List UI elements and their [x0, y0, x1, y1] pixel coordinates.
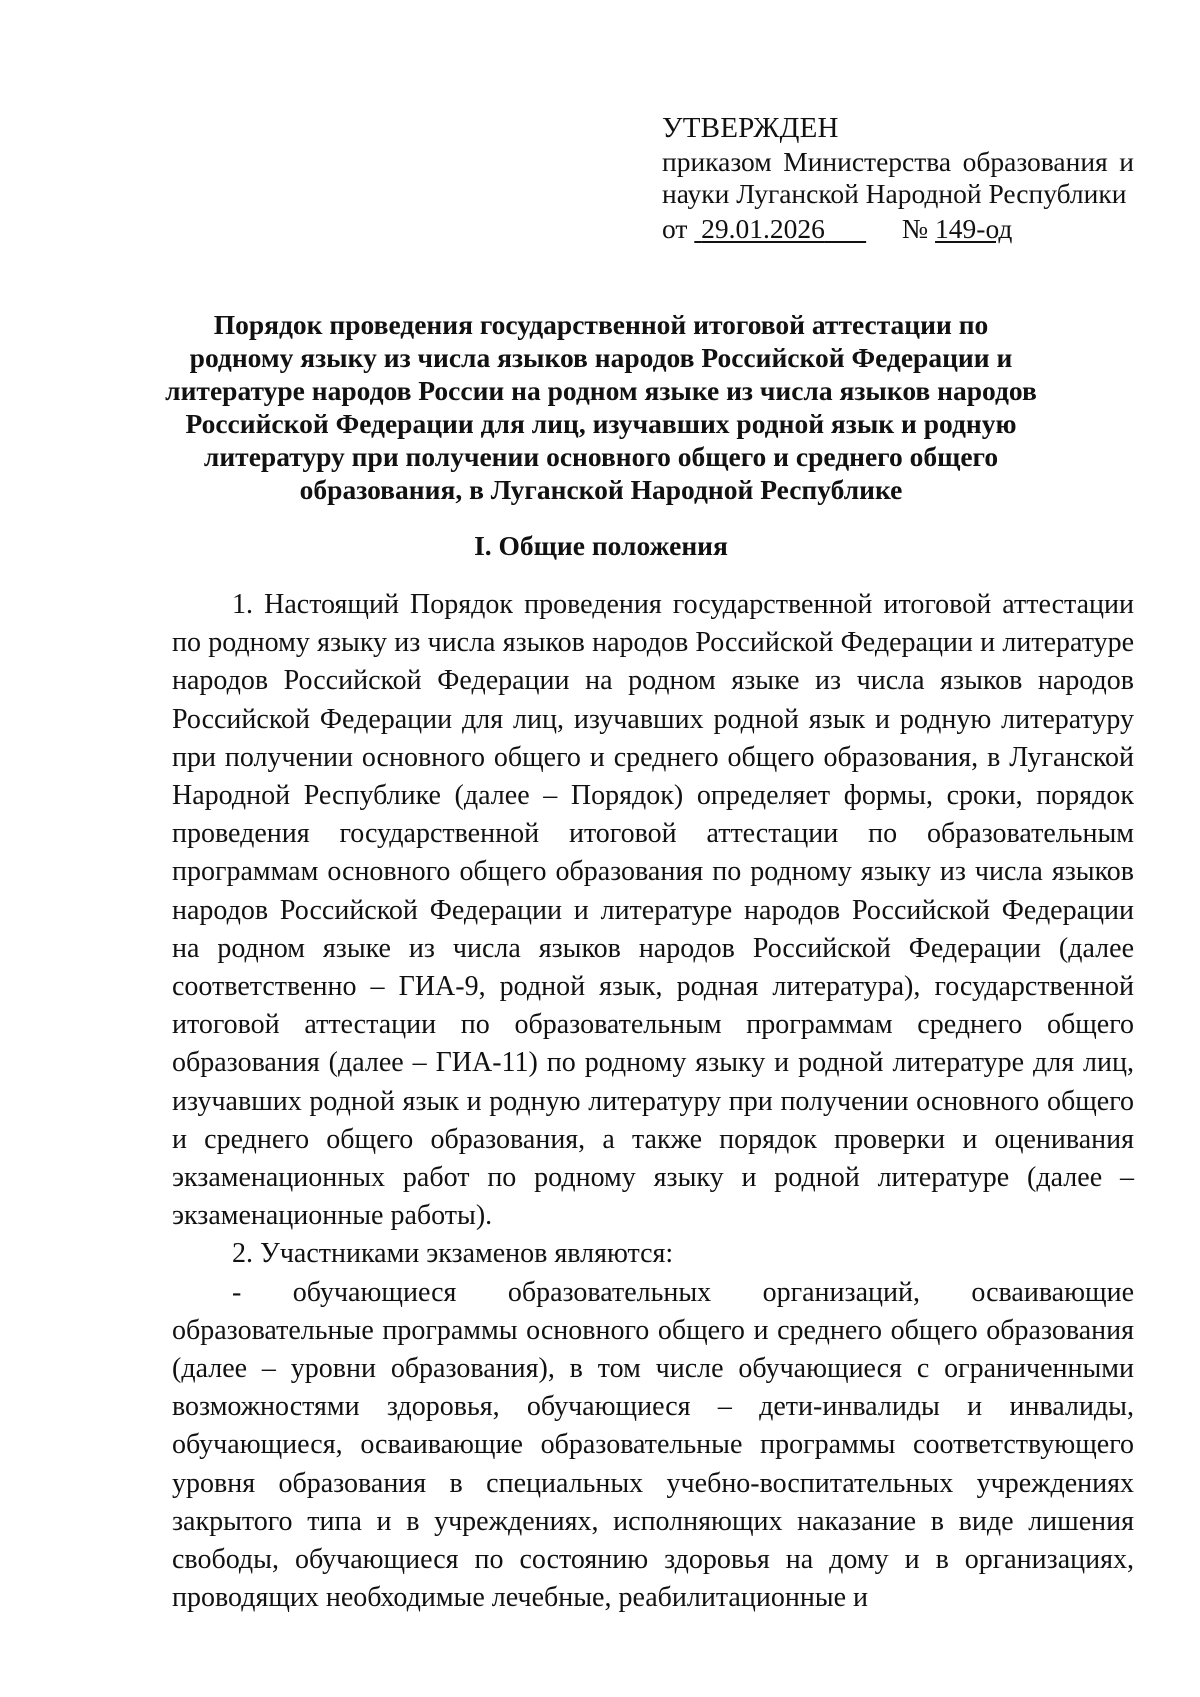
order-date: 29.01.2026: [701, 213, 825, 244]
date-prefix: от: [662, 213, 688, 244]
document-title: Порядок проведения государственной итоговой аттестации по родному языку из числа языков народов Российской Федерации и литературе народов России на родном языке из числа языков народов Российской Федерации для лиц, изучавших родной язык и родную литературу при получении основного общего и среднего общего образования, в Луганской Народной Республике: [165, 309, 1037, 505]
section-heading: I. Общие положения: [474, 530, 728, 561]
approval-heading: УТВЕРЖДЕН: [662, 112, 839, 144]
document-body: [172, 586, 1134, 1617]
order-date-field: [694, 213, 866, 244]
approval-stamp-block: [662, 112, 1134, 245]
order-date-number-line: [662, 213, 1134, 245]
order-number: 149-од: [935, 213, 1013, 244]
paragraph-3: - обучающиеся образовательных организаций, осваивающие образовательные программы основного общего и среднего общего образования (далее – уровни образования), в том числе обучающиеся с ограниченными возможностями здоровья, обучающиеся – дети-инвалиды и инвалиды, обучающиеся, осваивающие образовательные программы соответствующего уровня образования в специальных учебно-воспитательных учреждениях закрытого типа и в учреждениях, исполняющих наказание в виде лишения свободы, обучающиеся по состоянию здоровья на дому и в организациях, проводящих необходимые лечебные, реабилитационные и: [172, 1276, 1134, 1614]
paragraph-1: 1. Настоящий Порядок проведения государственной итоговой аттестации по родному языку из числа языков народов Российской Федерации и литературе народов Российской Федерации на родном языке из числа языков народов Российской Федерации для лиц, изучавших родной язык и родную литературу при получении основного общего и среднего общего образования, в Луганской Народной Республике (далее – Порядок) определяет формы, сроки, порядок проведения государственной итоговой аттестации по образовательным программам основного общего образования по родному языку из числа языков народов Российской Федерации и литературе народов Российской Федерации на родном языке из числа языков народов Российской Федерации (далее соответственно – ГИА-9, родной язык, родная литература), государственной итоговой аттестации по образовательным программам среднего общего образования (далее – ГИА-11) по родному языку и родной литературе для лиц, изучавших родной язык и родную литературу при получении основного общего и среднего общего образования, а также порядок проверки и оценивания экзаменационных работ по родному языку и родной литературе (далее – экзаменационные работы).: [172, 589, 1134, 1232]
paragraph-2: 2. Участниками экзаменов являются:: [232, 1238, 674, 1270]
number-prefix: №: [901, 213, 929, 244]
approval-text: приказом Министерства образования и науки Луганской Народной Республики: [662, 146, 1134, 209]
